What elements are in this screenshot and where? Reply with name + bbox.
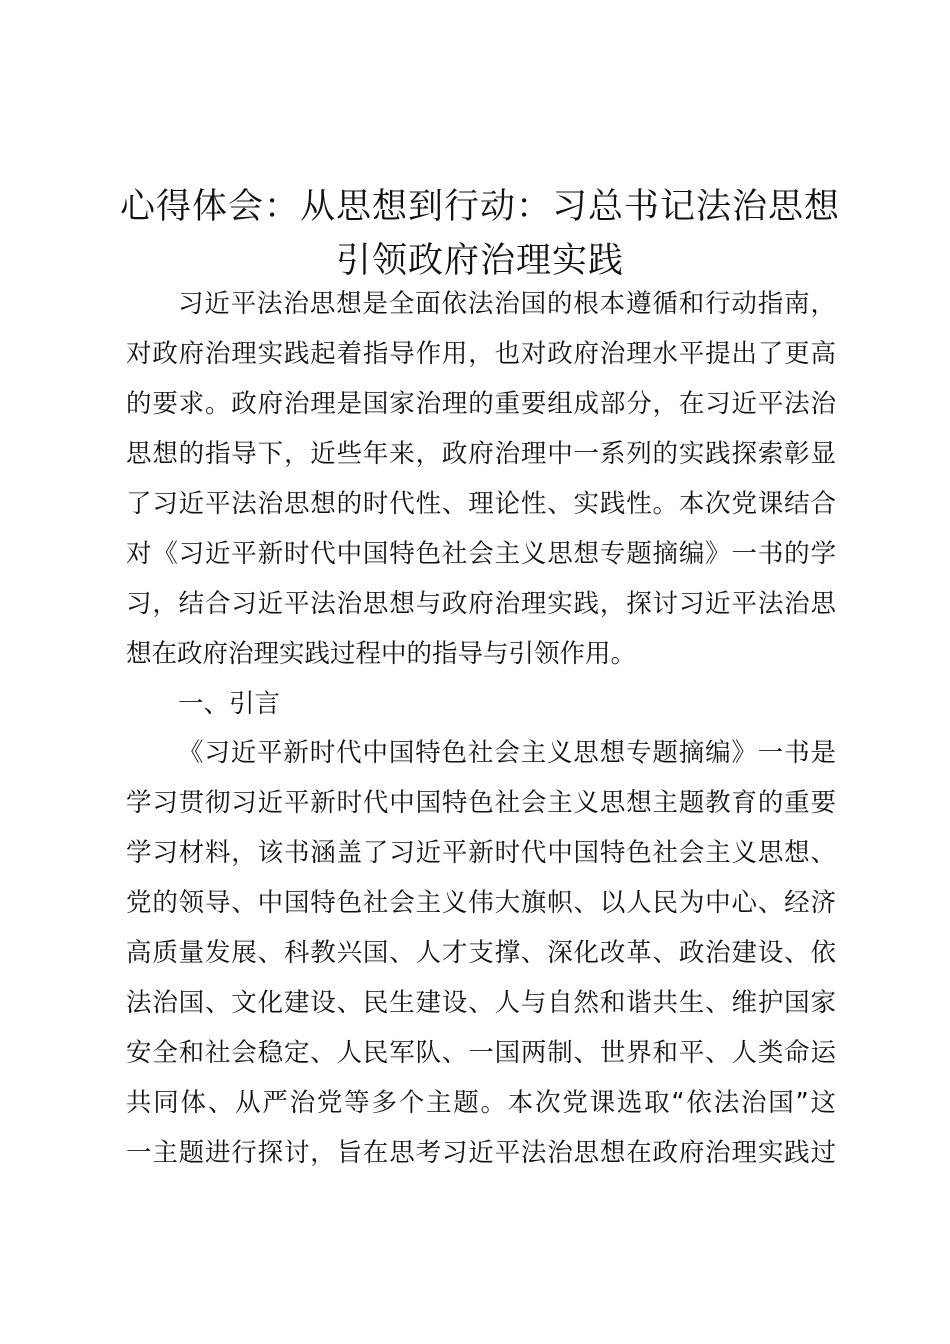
paragraph-line: 习近平法治思想是全面依法治国的根本遵循和行动指南， [178, 289, 836, 319]
paragraph-line: 《习近平新时代中国特色社会主义思想专题摘编》一书是 [178, 738, 836, 768]
section-heading-text: 一、引言 [178, 689, 281, 719]
paragraph-line: 安全和社会稳定、人民军队、一国两制、世界和平、人类命运 [126, 1038, 836, 1068]
section-heading [126, 679, 836, 729]
paragraph-line: 一主题进行探讨，旨在思考习近平法治思想在政府治理实践过 [126, 1138, 836, 1168]
paragraph-introduction-body [126, 728, 836, 1178]
paragraph-line: 高质量发展、科教兴国、人才支撑、深化改革、政治建设、依 [126, 938, 836, 968]
paragraph-line: 习，结合习近平法治思想与政府治理实践，探讨习近平法治思 [126, 589, 836, 619]
paragraph-line: 党的领导、中国特色社会主义伟大旗帜、以人民为中心、经济 [126, 888, 836, 918]
paragraph-line: 想在政府治理实践过程中的指导与引领作用。 [126, 639, 637, 669]
paragraph-line: 法治国、文化建设、民生建设、人与自然和谐共生、维护国家 [126, 988, 836, 1018]
paragraph-line: 共同体、从严治党等多个主题。本次党课选取“依法治国”这 [126, 1088, 836, 1118]
paragraph-line: 对《习近平新时代中国特色社会主义思想专题摘编》一书的学 [126, 539, 836, 569]
paragraph-intro [126, 279, 836, 679]
paragraph-line: 学习材料，该书涵盖了习近平新时代中国特色社会主义思想、 [126, 838, 836, 868]
paragraph-line: 对政府治理实践起着指导作用，也对政府治理水平提出了更高 [126, 339, 836, 369]
paragraph-line: 思想的指导下，近些年来，政府治理中一系列的实践探索彰显 [126, 439, 836, 469]
title-line-1: 心得体会：从思想到行动：习总书记法治思想 [119, 187, 840, 227]
paragraph-line: 的要求。政府治理是国家治理的重要组成部分，在习近平法治 [126, 389, 836, 419]
document-title [110, 180, 850, 288]
paragraph-line: 了习近平法治思想的时代性、理论性、实践性。本次党课结合 [126, 489, 836, 519]
title-line-2: 引领政府治理实践 [335, 241, 624, 281]
paragraph-line: 学习贯彻习近平新时代中国特色社会主义思想主题教育的重要 [126, 788, 836, 818]
